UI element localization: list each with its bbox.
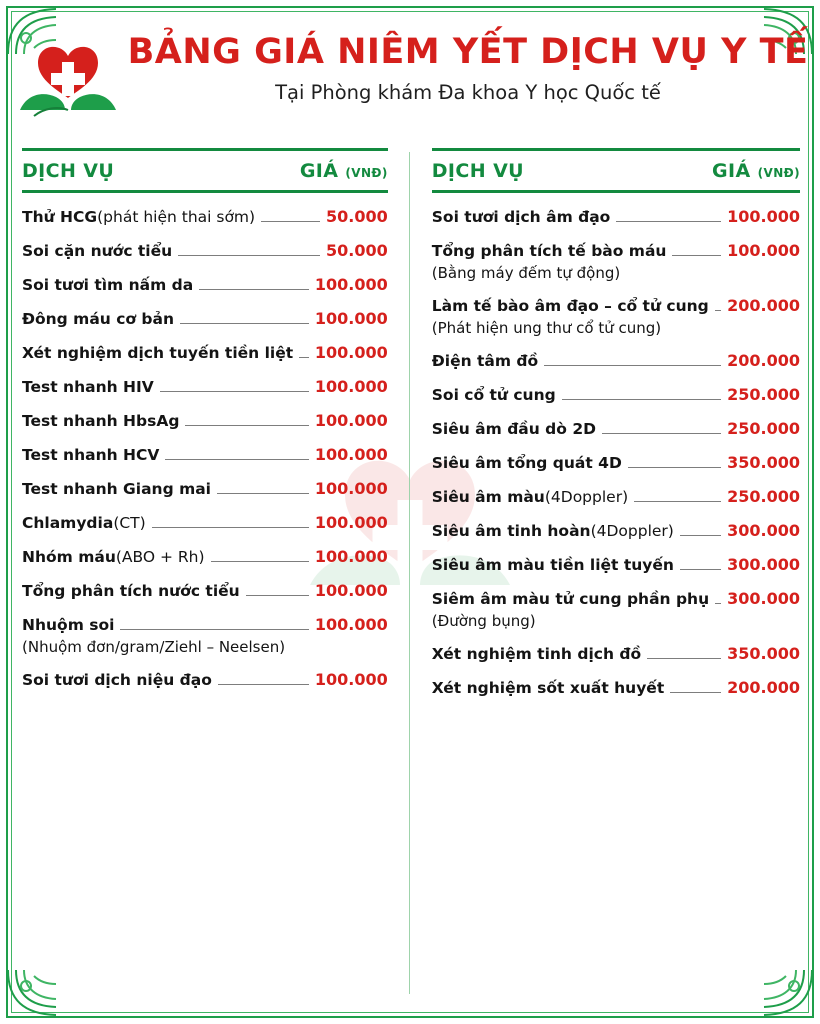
dot-leader: [670, 691, 721, 693]
price-row: [22, 581, 388, 601]
price-row-main: [432, 351, 800, 371]
service-name: Tổng phân tích tế bào máu: [431, 242, 667, 260]
column-header-service: DỊCH VỤ: [22, 160, 115, 182]
dot-leader: [120, 628, 308, 630]
dot-leader: [185, 424, 308, 426]
service-price: 100.000: [314, 445, 388, 464]
price-row: [432, 207, 800, 227]
column-header: [22, 148, 388, 193]
price-row-main: [22, 513, 388, 533]
service-note: (4Doppler): [544, 488, 629, 506]
column-header-price-unit: (VNĐ): [757, 166, 800, 180]
price-row: [432, 296, 800, 337]
service-price: 300.000: [727, 589, 800, 608]
price-row: [22, 513, 388, 533]
service-price: 100.000: [727, 241, 800, 260]
dot-leader: [217, 492, 309, 494]
price-row-main: [432, 678, 800, 698]
service-price: 100.000: [727, 207, 800, 226]
service-name: Nhuộm soi: [22, 616, 115, 634]
service-price: 100.000: [314, 377, 388, 396]
price-row-main: [432, 207, 800, 227]
price-row-main: [22, 275, 388, 295]
dot-leader: [178, 254, 320, 256]
dot-leader: [680, 568, 721, 570]
service-subnote: (Bằng máy đếm tự động): [431, 264, 621, 282]
price-row-list: [432, 207, 800, 698]
dot-leader: [152, 526, 309, 528]
service-name: Soi cổ tử cung: [431, 386, 556, 404]
service-name: Soi cặn nước tiểu: [22, 242, 173, 260]
page-title: BẢNG GIÁ NIÊM YẾT DỊCH VỤ Y TẾ: [127, 32, 809, 72]
price-row-main: [432, 487, 800, 507]
service-name: Test nhanh HbsAg: [22, 412, 180, 430]
dot-leader: [616, 220, 721, 222]
price-row-main: [432, 521, 800, 541]
service-name: Xét nghiệm tinh dịch đồ: [431, 645, 642, 663]
price-row: [432, 351, 800, 371]
service-price: 200.000: [727, 678, 800, 697]
price-row-main: [22, 615, 388, 635]
dot-leader: [680, 534, 721, 536]
price-row-main: [432, 644, 800, 664]
service-name: Siêu âm màu: [431, 488, 545, 506]
service-price: 50.000: [326, 207, 388, 226]
price-row: [22, 309, 388, 329]
price-row: [432, 521, 800, 541]
price-row-main: [432, 419, 800, 439]
service-name: Xét nghiệm dịch tuyến tiền liệt: [22, 344, 294, 362]
service-price: 100.000: [314, 670, 388, 689]
service-note: (phát hiện thai sớm): [97, 208, 256, 226]
service-name: Xét nghiệm sốt xuất huyết: [431, 679, 665, 697]
dot-leader: [715, 602, 721, 604]
service-price: 100.000: [314, 275, 388, 294]
price-row: [22, 670, 388, 690]
price-row: [22, 547, 388, 567]
price-columns: [0, 148, 820, 1000]
column-header-price: [712, 160, 800, 182]
price-row-main: [22, 411, 388, 431]
column-header-service: DỊCH VỤ: [431, 160, 524, 182]
service-name: Siêu âm tinh hoàn: [431, 522, 591, 540]
column-header-price-label: GIÁ: [712, 160, 751, 182]
price-row-main: [432, 241, 800, 261]
service-price: 250.000: [727, 487, 800, 506]
service-name: Siêm âm màu tử cung phần phụ: [431, 590, 710, 608]
service-name: Chlamydia: [22, 514, 114, 532]
price-row-main: [22, 343, 388, 363]
price-row: [432, 555, 800, 575]
dot-leader: [180, 322, 309, 324]
column-header-price-label: GIÁ: [299, 160, 339, 182]
dot-leader: [261, 220, 320, 222]
dot-leader: [211, 560, 309, 562]
column-header: [432, 148, 800, 193]
service-price: 100.000: [314, 513, 388, 532]
price-row-main: [432, 453, 800, 473]
column-header-price-unit: (VNĐ): [345, 166, 388, 180]
service-price: 350.000: [727, 644, 800, 663]
price-row: [432, 419, 800, 439]
price-row-main: [432, 296, 800, 316]
dot-leader: [628, 466, 721, 468]
price-row: [22, 241, 388, 261]
service-name: Siêu âm màu tiền liệt tuyến: [431, 556, 674, 574]
service-name: Test nhanh Giang mai: [22, 480, 211, 498]
service-name: Siêu âm đầu dò 2D: [431, 420, 596, 438]
dot-leader: [218, 683, 309, 685]
dot-leader: [634, 500, 721, 502]
price-row-main: [22, 479, 388, 499]
service-name: Soi tươi dịch âm đạo: [431, 208, 611, 226]
service-subnote: (Phát hiện ung thư cổ tử cung): [431, 319, 662, 337]
dot-leader: [165, 458, 308, 460]
service-price: 100.000: [314, 581, 388, 600]
price-row-main: [22, 445, 388, 465]
price-row: [432, 644, 800, 664]
service-price: 100.000: [314, 547, 388, 566]
service-price: 300.000: [727, 521, 800, 540]
price-row: [432, 453, 800, 473]
service-price: 300.000: [727, 555, 800, 574]
price-row-main: [22, 309, 388, 329]
price-row: [22, 377, 388, 397]
service-price: 100.000: [314, 615, 388, 634]
service-note: (ABO + Rh): [115, 548, 205, 566]
price-row: [22, 479, 388, 499]
price-row: [22, 615, 388, 656]
service-name: Soi tươi tìm nấm da: [22, 276, 194, 294]
price-row-list: [22, 207, 388, 690]
service-price: 100.000: [314, 309, 388, 328]
price-row-main: [22, 547, 388, 567]
service-name: Tổng phân tích nước tiểu: [22, 582, 240, 600]
page-subtitle: Tại Phòng khám Đa khoa Y học Quốc tế: [275, 80, 661, 104]
service-name: Đông máu cơ bản: [22, 310, 175, 328]
price-row: [432, 385, 800, 405]
price-row-main: [22, 241, 388, 261]
service-name: Thử HCG: [22, 208, 98, 226]
service-price: 100.000: [314, 343, 388, 362]
dot-leader: [246, 594, 309, 596]
service-price: 100.000: [314, 411, 388, 430]
service-name: Soi tươi dịch niệu đạo: [22, 671, 212, 689]
service-note: (4Doppler): [590, 522, 674, 540]
dot-leader: [715, 309, 721, 311]
service-price: 50.000: [326, 241, 388, 260]
service-name: Siêu âm tổng quát 4D: [431, 454, 622, 472]
price-row: [22, 411, 388, 431]
dot-leader: [299, 356, 309, 358]
dot-leader: [544, 364, 721, 366]
price-row: [22, 445, 388, 465]
service-name: Điện tâm đồ: [431, 352, 539, 370]
price-row-main: [432, 385, 800, 405]
service-name: Làm tế bào âm đạo – cổ tử cung: [431, 297, 709, 315]
price-row-main: [22, 377, 388, 397]
service-price: 200.000: [727, 351, 800, 370]
service-price: 250.000: [727, 419, 800, 438]
price-row-main: [22, 207, 388, 227]
service-name: Test nhanh HIV: [22, 378, 154, 396]
service-price: 100.000: [314, 479, 388, 498]
dot-leader: [602, 432, 721, 434]
price-row-main: [432, 589, 800, 609]
dot-leader: [199, 288, 309, 290]
price-column-right: [406, 148, 820, 1000]
service-price: 350.000: [727, 453, 800, 472]
dot-leader: [562, 398, 721, 400]
service-name: Nhóm máu: [22, 548, 116, 566]
service-price: 250.000: [727, 385, 800, 404]
price-row-main: [432, 555, 800, 575]
price-row: [432, 589, 800, 630]
page-header: [0, 22, 820, 132]
price-row-main: [22, 581, 388, 601]
price-row: [432, 487, 800, 507]
price-row-main: [22, 670, 388, 690]
column-header-price: [300, 160, 388, 182]
service-subnote: (Nhuộm đơn/gram/Ziehl – Neelsen): [22, 638, 286, 656]
price-row: [22, 343, 388, 363]
service-note: (CT): [113, 514, 146, 532]
clinic-logo-icon: [12, 26, 124, 122]
service-name: Test nhanh HCV: [22, 446, 160, 464]
price-row: [432, 678, 800, 698]
price-row: [22, 207, 388, 227]
dot-leader: [160, 390, 309, 392]
price-column-left: [0, 148, 406, 1000]
price-row: [432, 241, 800, 282]
dot-leader: [647, 657, 721, 659]
service-subnote: (Đường bụng): [431, 612, 536, 630]
service-price: 200.000: [727, 296, 800, 315]
price-row: [22, 275, 388, 295]
dot-leader: [672, 254, 721, 256]
